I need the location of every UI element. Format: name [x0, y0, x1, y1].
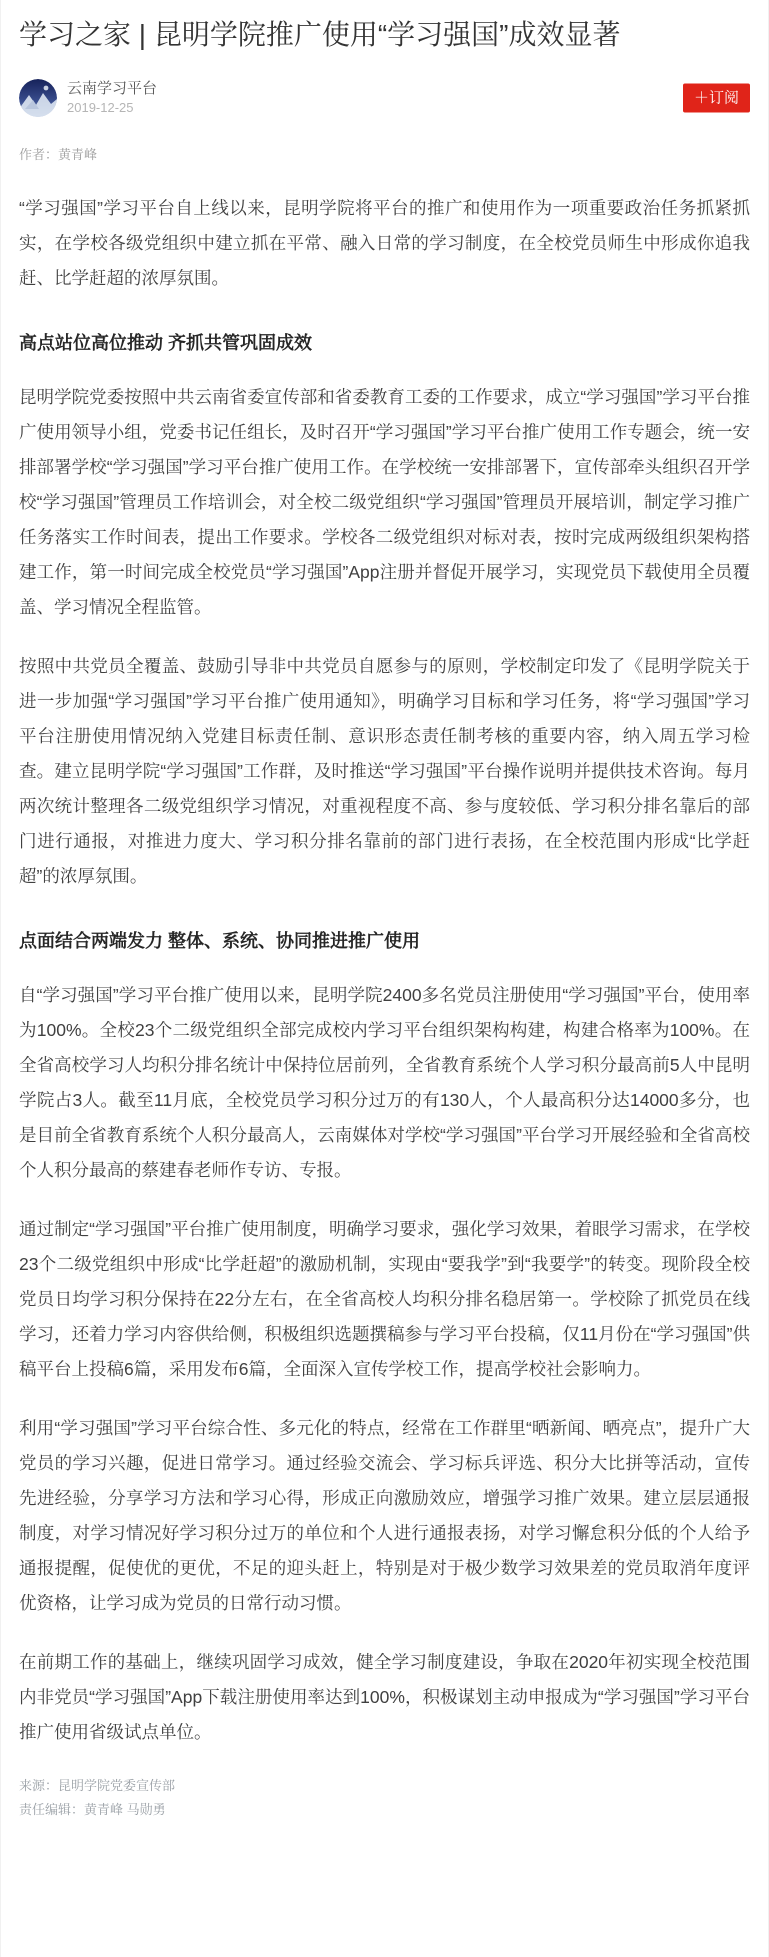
section-heading: 高点站位高位推动 齐抓共管巩固成效	[19, 333, 312, 353]
subscribe-button-label: 订阅	[708, 89, 739, 107]
section-heading: 点面结合两端发力 整体、系统、协同推进推广使用	[19, 931, 420, 951]
plus-icon: ＋	[693, 89, 709, 107]
article-footer	[19, 1774, 750, 1822]
publisher-name[interactable]: 云南学习平台	[67, 80, 158, 97]
author-line: 作者：黄青峰	[19, 147, 98, 162]
paragraph: “学习强国”学习平台自上线以来，昆明学院将平台的推广和使用作为一项重要政治任务抓紧抓实，在学校各级党组织中建立抓在平常、融入日常的学习制度，在全校党员师生中形成你追我赶、比学赶超的浓厚氛围。	[19, 198, 750, 288]
paragraph: 通过制定“学习强国”平台推广使用制度，明确学习要求，强化学习效果，着眼学习需求，在学校23个二级党组织中形成“比学赶超”的激励机制，实现由“要我学”到“我要学”的转变。现阶段全校党员日均学习积分保持在22分左右，在全省高校人均积分排名稳居第一。学校除了抓党员在线学习，还着力学习内容供给侧，积极组织选题撰稿参与学习平台投稿，仅11月份在“学习强国”供稿平台上投稿6篇，采用发布6篇，全面深入宣传学校工作，提高学校社会影响力。	[19, 1219, 750, 1379]
source-line: 来源：昆明学院党委宣传部	[19, 1778, 176, 1793]
paragraph: 自“学习强国”学习平台推广使用以来，昆明学院2400多名党员注册使用“学习强国”平台，使用率为100%。全校23个二级党组织全部完成校内学习平台组织架构构建，构建合格率为100%。在全省高校学习人均积分排名统计中保持位居前列，全省教育系统个人学习积分最高前5人中昆明学院占3人。截至11月底，全校党员学习积分过万的有130人，个人最高积分达14000多分，也是目前全省教育系统个人积分最高人，云南媒体对学校“学习强国”平台学习开展经验和全省高校个人积分最高的蔡建春老师作专访、专报。	[19, 985, 750, 1180]
article-body	[19, 191, 750, 1750]
publisher-meta-texts	[67, 79, 157, 117]
paragraph: 按照中共党员全覆盖、鼓励引导非中共党员自愿参与的原则，学校制定印发了《昆明学院关于进一步加强“学习强国”学习平台推广使用通知》，明确学习目标和学习任务，将“学习强国”学习平台注册使用情况纳入党建目标责任制、意识形态责任制考核的重要内容，纳入周五学习检查。建立昆明学院“学习强国”工作群，及时推送“学习强国”平台操作说明并提供技术咨询。每月两次统计整理各二级党组织学习情况，对重视程度不高、参与度较低、学习积分排名靠后的部门进行通报，对推进力度大、学习积分排名靠前的部门进行表扬，在全校范围内形成“比学赶超”的浓厚氛围。	[19, 656, 750, 886]
page-title: 学习之家 | 昆明学院推广使用“学习强国”成效显著	[19, 19, 621, 50]
subscribe-button[interactable]	[683, 84, 750, 113]
paragraph: 在前期工作的基础上，继续巩固学习成效，健全学习制度建设，争取在2020年初实现全校范围内非党员“学习强国”App下载注册使用率达到100%，积极谋划主动申报成为“学习强国”学习平台推广使用省级试点单位。	[19, 1652, 750, 1742]
paragraph: 利用“学习强国”学习平台综合性、多元化的特点，经常在工作群里“晒新闻、晒亮点”，提升广大党员的学习兴趣，促进日常学习。通过经验交流会、学习标兵评选、积分大比拼等活动，宣传先进经验，分享学习方法和学习心得，形成正向激励效应，增强学习推广效果。建立层层通报制度，对学习情况好学习积分过万的单位和个人进行通报表扬，对学习懈怠积分低的个人给予通报提醒，促使优的更优，不足的迎头赶上，特别是对于极少数学习效果差的党员取消年度评优资格，让学习成为党员的日常行动习惯。	[19, 1418, 750, 1613]
avatar[interactable]	[19, 79, 57, 117]
editor-line: 责任编辑：黄青峰 马勋勇	[19, 1802, 166, 1817]
publisher-meta-row	[19, 78, 750, 118]
paragraph: 昆明学院党委按照中共云南省委宣传部和省委教育工委的工作要求，成立“学习强国”学习平台推广使用领导小组，党委书记任组长，及时召开“学习强国”学习平台推广使用工作专题会，统一安排部署学校“学习强国”学习平台推广使用工作。在学校统一安排部署下，宣传部牵头组织召开学校“学习强国”管理员工作培训会，对全校二级党组织“学习强国”管理员开展培训，制定学习推广任务落实工作时间表，提出工作要求。学校各二级党组织对标对表，按时完成两级组织架构搭建工作，第一时间完成全校党员“学习强国”App注册并督促开展学习，实现党员下载使用全员覆盖、学习情况全程监管。	[19, 387, 750, 617]
publish-date: 2019-12-25	[67, 100, 134, 115]
mountain-avatar-image	[19, 79, 57, 117]
